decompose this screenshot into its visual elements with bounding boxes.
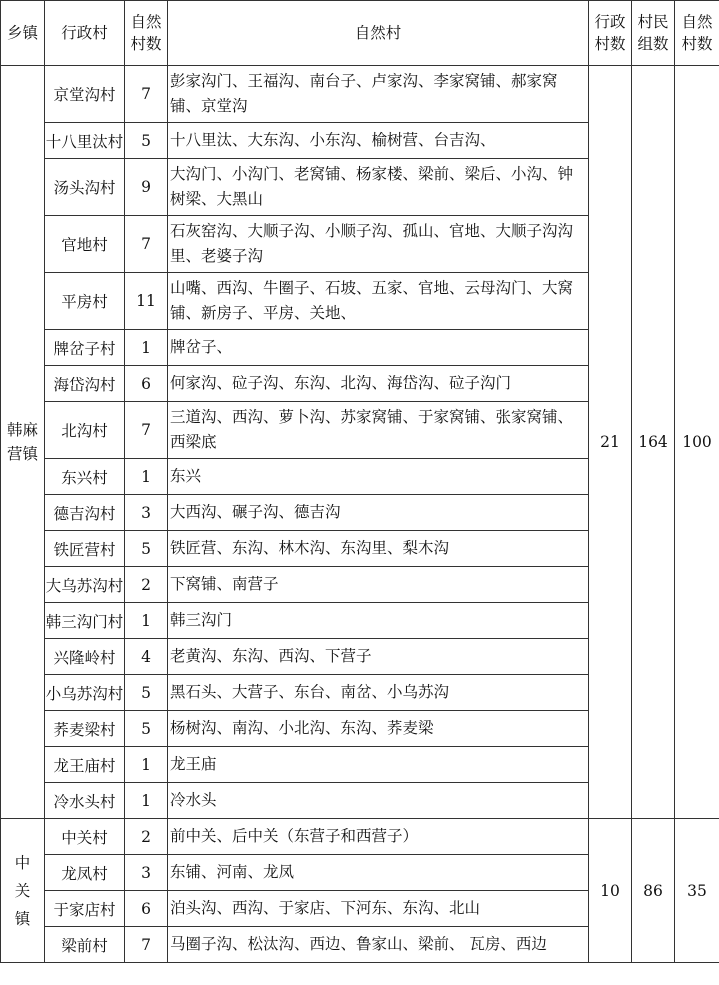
admin-count-cell: 21 bbox=[589, 66, 632, 819]
admin-village-cell: 平房村 bbox=[45, 273, 125, 330]
natural-villages-cell: 前中关、后中关（东营子和西营子） bbox=[168, 819, 589, 855]
admin-village-cell: 中关村 bbox=[45, 819, 125, 855]
natural-villages-cell: 冷水头 bbox=[168, 783, 589, 819]
admin-village-cell: 荞麦梁村 bbox=[45, 711, 125, 747]
table-row bbox=[1, 819, 719, 855]
natural-total-cell: 35 bbox=[675, 819, 719, 963]
admin-village-cell: 铁匠营村 bbox=[45, 531, 125, 567]
header-natural-villages: 自然村 bbox=[168, 1, 589, 66]
natural-count-cell: 3 bbox=[125, 855, 168, 891]
header-admin-count-text: 行政村数 bbox=[594, 13, 626, 53]
natural-villages-cell: 三道沟、西沟、萝卜沟、苏家窝铺、于家窝铺、张家窝铺、西梁底 bbox=[168, 402, 589, 459]
admin-village-cell: 大乌苏沟村 bbox=[45, 567, 125, 603]
natural-total-cell: 100 bbox=[675, 66, 719, 819]
natural-villages-cell: 下窝铺、南营子 bbox=[168, 567, 589, 603]
admin-village-cell: 牌岔子村 bbox=[45, 330, 125, 366]
admin-village-cell: 官地村 bbox=[45, 216, 125, 273]
table-body bbox=[1, 66, 719, 963]
admin-village-cell: 于家店村 bbox=[45, 891, 125, 927]
table-header-row bbox=[1, 1, 719, 66]
natural-count-cell: 5 bbox=[125, 711, 168, 747]
natural-count-cell: 3 bbox=[125, 495, 168, 531]
natural-count-cell: 6 bbox=[125, 891, 168, 927]
natural-villages-cell: 铁匠营、东沟、林木沟、东沟里、梨木沟 bbox=[168, 531, 589, 567]
natural-count-cell: 7 bbox=[125, 927, 168, 963]
natural-count-cell: 11 bbox=[125, 273, 168, 330]
natural-count-cell: 1 bbox=[125, 330, 168, 366]
admin-count-cell: 10 bbox=[589, 819, 632, 963]
admin-village-cell: 十八里汰村 bbox=[45, 123, 125, 159]
natural-count-cell: 7 bbox=[125, 66, 168, 123]
natural-villages-cell: 马圈子沟、松汰沟、西边、鲁家山、梁前、 瓦房、西边 bbox=[168, 927, 589, 963]
table-row bbox=[1, 66, 719, 123]
natural-villages-cell: 十八里汰、大东沟、小东沟、榆树营、台吉沟、 bbox=[168, 123, 589, 159]
natural-count-cell: 1 bbox=[125, 783, 168, 819]
admin-village-cell: 兴隆岭村 bbox=[45, 639, 125, 675]
natural-villages-cell: 黑石头、大营子、东台、南岔、小乌苏沟 bbox=[168, 675, 589, 711]
group-count-cell: 164 bbox=[632, 66, 675, 819]
natural-villages-cell: 韩三沟门 bbox=[168, 603, 589, 639]
natural-count-cell: 9 bbox=[125, 159, 168, 216]
admin-village-cell: 德吉沟村 bbox=[45, 495, 125, 531]
header-township: 乡镇 bbox=[1, 1, 45, 66]
township-name: 中关镇 bbox=[14, 853, 31, 928]
header-natural-total-text: 自然村数 bbox=[681, 13, 713, 53]
natural-villages-cell: 彭家沟门、王福沟、南台子、卢家沟、李家窝铺、郝家窝铺、京堂沟 bbox=[168, 66, 589, 123]
admin-village-cell: 龙凤村 bbox=[45, 855, 125, 891]
natural-villages-cell: 东铺、河南、龙凤 bbox=[168, 855, 589, 891]
natural-villages-cell: 东兴 bbox=[168, 459, 589, 495]
header-group-count-text: 村民组数 bbox=[637, 13, 669, 53]
admin-village-cell: 汤头沟村 bbox=[45, 159, 125, 216]
natural-villages-cell: 龙王庙 bbox=[168, 747, 589, 783]
admin-village-cell: 梁前村 bbox=[45, 927, 125, 963]
header-natural-count-text: 自然村数 bbox=[130, 13, 162, 53]
natural-count-cell: 4 bbox=[125, 639, 168, 675]
natural-count-cell: 5 bbox=[125, 123, 168, 159]
group-count-cell: 86 bbox=[632, 819, 675, 963]
natural-villages-cell: 石灰窑沟、大顺子沟、小顺子沟、孤山、官地、大顺子沟沟里、老婆子沟 bbox=[168, 216, 589, 273]
natural-count-cell: 6 bbox=[125, 366, 168, 402]
admin-village-cell: 东兴村 bbox=[45, 459, 125, 495]
natural-count-cell: 7 bbox=[125, 402, 168, 459]
natural-count-cell: 2 bbox=[125, 567, 168, 603]
header-group-count bbox=[632, 1, 675, 66]
admin-village-cell: 小乌苏沟村 bbox=[45, 675, 125, 711]
natural-villages-cell: 老黄沟、东沟、西沟、下营子 bbox=[168, 639, 589, 675]
natural-villages-cell: 大西沟、碾子沟、德吉沟 bbox=[168, 495, 589, 531]
natural-count-cell: 2 bbox=[125, 819, 168, 855]
header-admin-village: 行政村 bbox=[45, 1, 125, 66]
admin-village-cell: 韩三沟门村 bbox=[45, 603, 125, 639]
header-admin-count bbox=[589, 1, 632, 66]
township-name: 韩麻营镇 bbox=[7, 421, 39, 463]
natural-villages-cell: 山嘴、西沟、牛圈子、石坡、五家、官地、云母沟门、大窝铺、新房子、平房、关地、 bbox=[168, 273, 589, 330]
admin-village-cell: 北沟村 bbox=[45, 402, 125, 459]
natural-count-cell: 1 bbox=[125, 603, 168, 639]
natural-count-cell: 1 bbox=[125, 747, 168, 783]
admin-village-cell: 京堂沟村 bbox=[45, 66, 125, 123]
header-natural-total bbox=[675, 1, 719, 66]
natural-villages-cell: 牌岔子、 bbox=[168, 330, 589, 366]
natural-count-cell: 1 bbox=[125, 459, 168, 495]
natural-villages-cell: 杨树沟、南沟、小北沟、东沟、荞麦梁 bbox=[168, 711, 589, 747]
admin-village-cell: 冷水头村 bbox=[45, 783, 125, 819]
natural-count-cell: 5 bbox=[125, 531, 168, 567]
natural-villages-cell: 泊头沟、西沟、于家店、下河东、东沟、北山 bbox=[168, 891, 589, 927]
header-natural-count bbox=[125, 1, 168, 66]
natural-villages-cell: 大沟门、小沟门、老窝铺、杨家楼、梁前、梁后、小沟、钟树梁、大黑山 bbox=[168, 159, 589, 216]
natural-villages-cell: 何家沟、砬子沟、东沟、北沟、海岱沟、砬子沟门 bbox=[168, 366, 589, 402]
township-cell bbox=[1, 66, 45, 819]
natural-count-cell: 5 bbox=[125, 675, 168, 711]
township-cell bbox=[1, 819, 45, 963]
admin-village-cell: 龙王庙村 bbox=[45, 747, 125, 783]
admin-village-cell: 海岱沟村 bbox=[45, 366, 125, 402]
natural-count-cell: 7 bbox=[125, 216, 168, 273]
